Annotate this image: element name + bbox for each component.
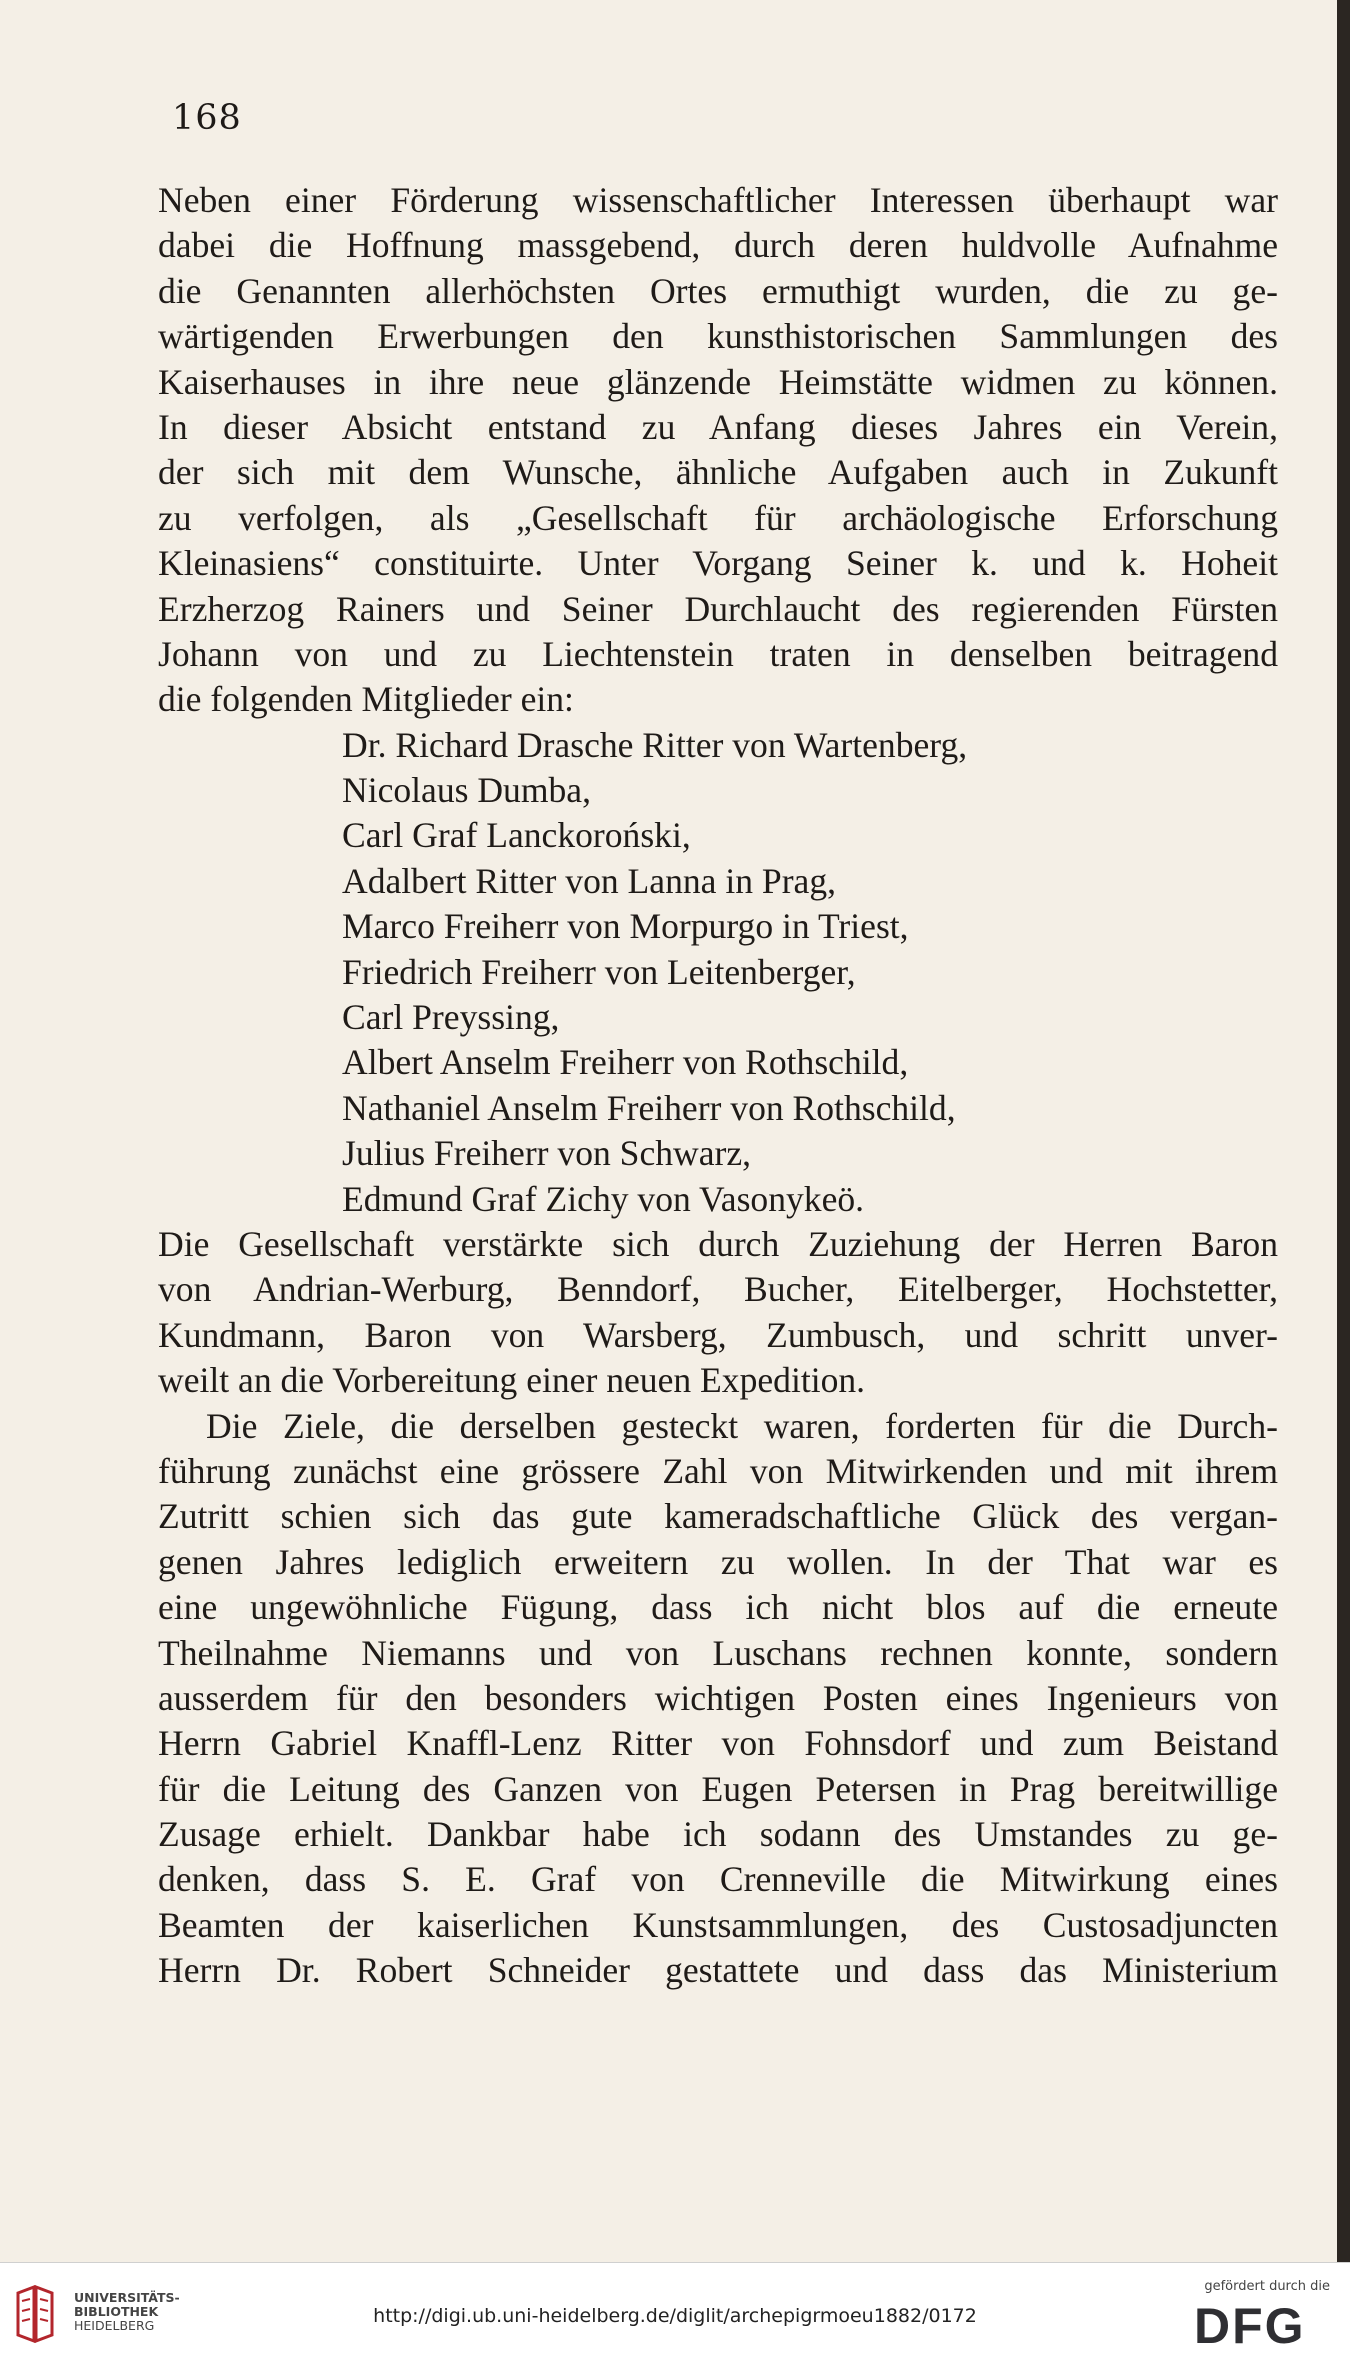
text-line: Neben einer Förderung wissenschaftlicher Interessen überhaupt war bbox=[158, 180, 1278, 220]
member-entry: Adalbert Ritter von Lanna in Prag, bbox=[342, 860, 837, 901]
member-entry: Albert Anselm Freiherr von Rothschild, bbox=[342, 1042, 909, 1083]
text-line: die Genannten allerhöchsten Ortes ermuthigt wurden, die zu ge- bbox=[158, 270, 1278, 311]
body-text bbox=[158, 178, 1278, 1994]
paragraph-society bbox=[158, 1222, 1278, 1404]
text-line: Zusage erhielt. Dankbar habe ich sodann des Umstandes zu ge- bbox=[158, 1814, 1278, 1855]
text-line: Herrn Dr. Robert Schneider gestattete und dass das Ministerium bbox=[158, 1950, 1278, 1991]
text-line: Herrn Gabriel Knaffl-Lenz Ritter von Fohnsdorf und zum Beistand bbox=[158, 1723, 1278, 1764]
paragraph-goals bbox=[158, 1404, 1278, 1994]
text-line: der sich mit dem Wunsche, ähnliche Aufgaben auch in Zukunft bbox=[158, 452, 1278, 493]
text-line: dabei die Hoffnung massgebend, durch deren huldvolle Aufnahme bbox=[158, 225, 1278, 266]
dfg-logo-text: DFG bbox=[1194, 2299, 1306, 2349]
viewer-footer bbox=[0, 2262, 1350, 2362]
text-line: genen Jahres lediglich erweitern zu wollen. In der That war es bbox=[158, 1541, 1278, 1582]
text-line: Kundmann, Baron von Warsberg, Zumbusch, und schritt unver- bbox=[158, 1314, 1278, 1355]
member-entry: Nicolaus Dumba, bbox=[342, 770, 591, 811]
text-line: für die Leitung des Ganzen von Eugen Petersen in Prag bereitwillige bbox=[158, 1768, 1278, 1809]
library-name-line: UNIVERSITÄTS- bbox=[74, 2290, 180, 2305]
member-entry: Edmund Graf Zichy von Vasonykeö. bbox=[342, 1178, 865, 1219]
dfg-logo-icon bbox=[1194, 2299, 1330, 2349]
text-line: Die Gesellschaft verstärkte sich durch Zuziehung der Herren Baron bbox=[158, 1223, 1278, 1264]
member-entry: Dr. Richard Drasche Ritter von Wartenberg, bbox=[342, 724, 968, 765]
text-line: Erzherzog Rainers und Seiner Durchlaucht des regierenden Fürsten bbox=[158, 588, 1278, 629]
text-line: Johann von und zu Liechtenstein traten in denselben beitragend bbox=[158, 633, 1278, 674]
member-entry: Nathaniel Anselm Freiherr von Rothschild, bbox=[342, 1087, 956, 1128]
library-name-line: BIBLIOTHEK bbox=[74, 2304, 159, 2319]
paragraph-intro bbox=[158, 178, 1278, 723]
permalink-url[interactable]: http://digi.ub.uni-heidelberg.de/diglit/archepigrmoeu1882/0172 bbox=[373, 2305, 977, 2327]
text-line: wärtigenden Erwerbungen den kunsthistorischen Sammlungen des bbox=[158, 316, 1278, 357]
text-line: die folgenden Mitglieder ein: bbox=[158, 679, 574, 720]
text-line: zu verfolgen, als „Gesellschaft für archäologische Erforschung bbox=[158, 497, 1278, 538]
text-line: Kleinasiens“ constituirte. Unter Vorgang Seiner k. und k. Hoheit bbox=[158, 543, 1278, 584]
text-line: Theilnahme Niemanns und von Luschans rechnen konnte, sondern bbox=[158, 1632, 1278, 1673]
member-entry: Marco Freiherr von Morpurgo in Triest, bbox=[342, 906, 909, 947]
member-entry: Carl Preyssing, bbox=[342, 997, 560, 1038]
page-number: 168 bbox=[172, 98, 242, 138]
member-entry: Carl Graf Lanckoroński, bbox=[342, 815, 691, 856]
text-line: In dieser Absicht entstand zu Anfang dieses Jahres ein Verein, bbox=[158, 406, 1278, 447]
member-list bbox=[158, 723, 1278, 1222]
member-entry: Friedrich Freiherr von Leitenberger, bbox=[342, 951, 856, 992]
text-line: Die Ziele, die derselben gesteckt waren, forderten für die Durch- bbox=[206, 1405, 1278, 1446]
scan-edge bbox=[1337, 0, 1350, 2262]
library-name-line: HEIDELBERG bbox=[74, 2318, 155, 2333]
text-line: Kaiserhauses in ihre neue glänzende Heimstätte widmen zu können. bbox=[158, 361, 1278, 402]
text-line: eine ungewöhnliche Fügung, dass ich nicht blos auf die erneute bbox=[158, 1587, 1278, 1628]
member-entry: Julius Freiherr von Schwarz, bbox=[342, 1133, 752, 1174]
text-line: Beamten der kaiserlichen Kunstsammlungen, des Custosadjuncten bbox=[158, 1904, 1278, 1945]
text-line: weilt an die Vorbereitung einer neuen Expedition. bbox=[158, 1360, 866, 1401]
text-line: Zutritt schien sich das gute kameradschaftliche Glück des vergan- bbox=[158, 1496, 1278, 1537]
funded-by-label: gefördert durch die bbox=[1204, 2279, 1330, 2294]
text-line: ausserdem für den besonders wichtigen Posten eines Ingenieurs von bbox=[158, 1677, 1278, 1718]
text-line: denken, dass S. E. Graf von Crenneville die Mitwirkung eines bbox=[158, 1859, 1278, 1900]
text-line: führung zunächst eine grössere Zahl von Mitwirkenden und mit ihrem bbox=[158, 1450, 1278, 1491]
text-line: von Andrian-Werburg, Benndorf, Bucher, Eitelberger, Hochstetter, bbox=[158, 1269, 1278, 1310]
